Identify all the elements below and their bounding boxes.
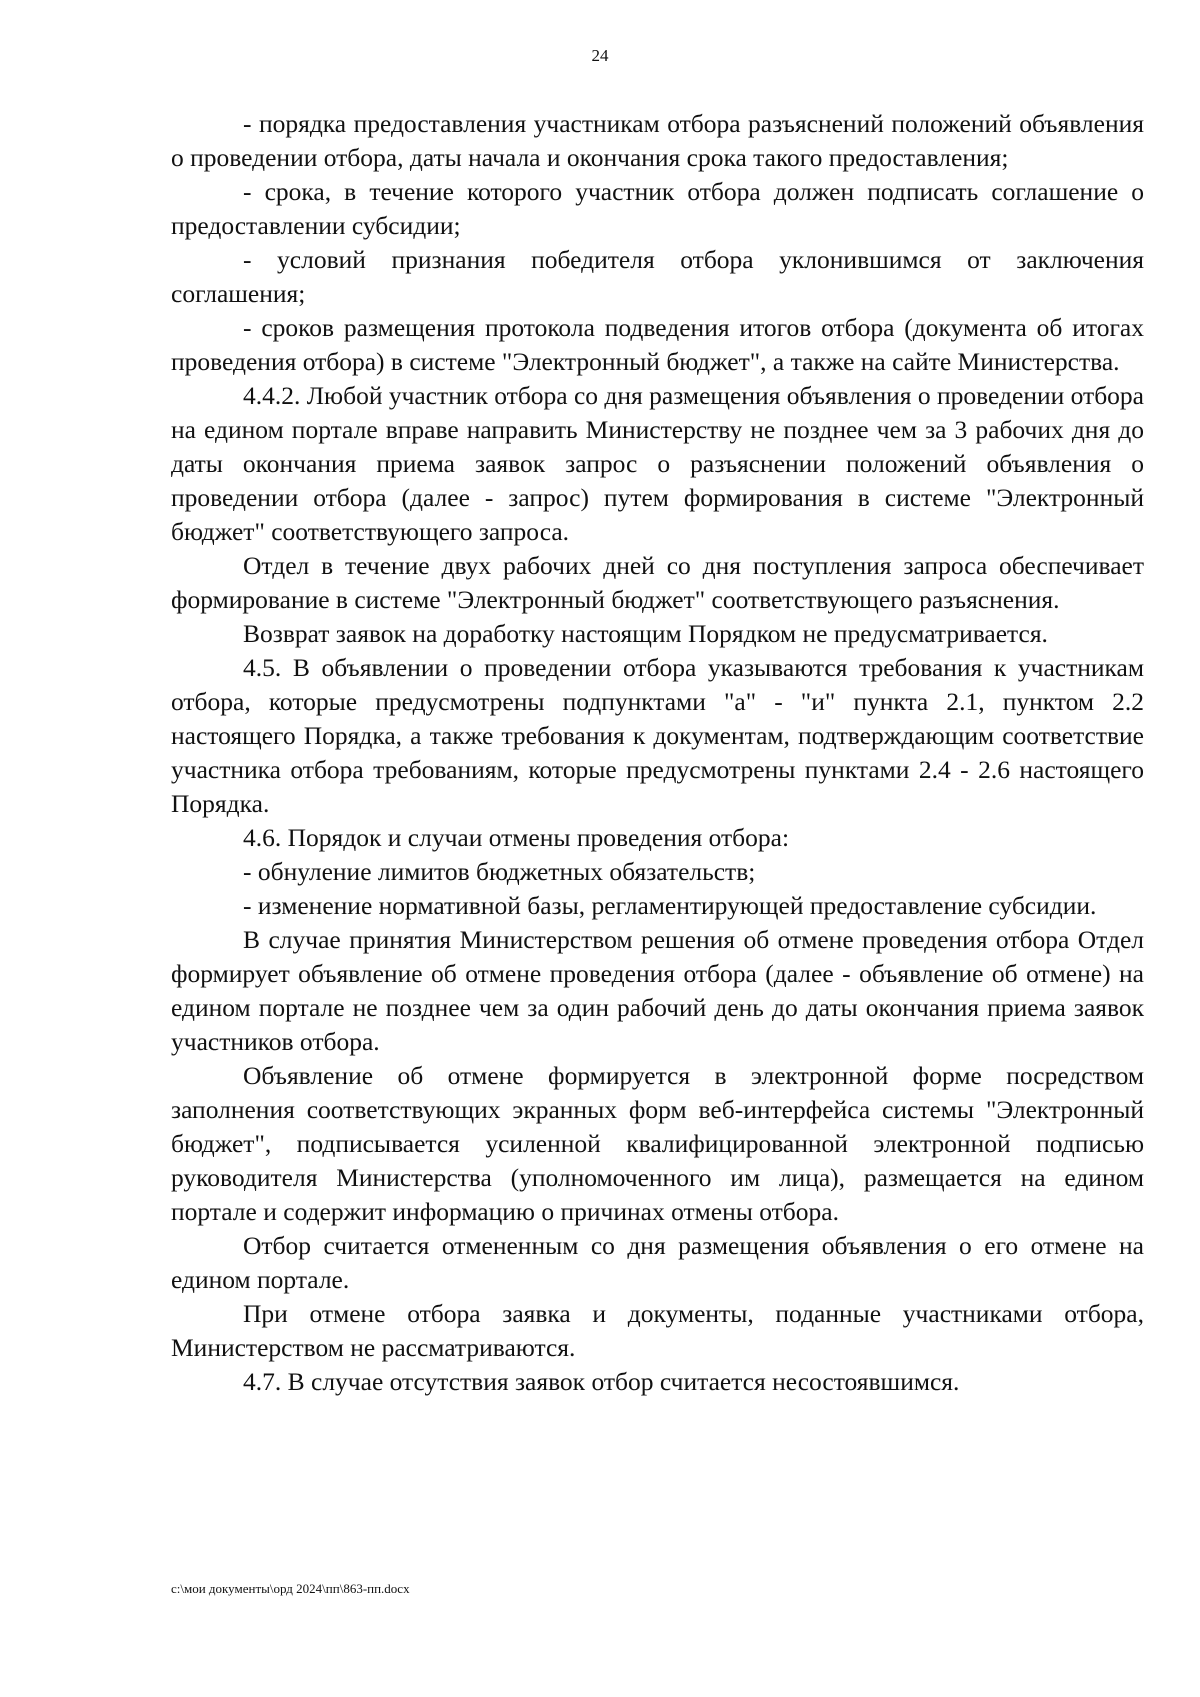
paragraph: - срока, в течение которого участник отбора должен подписать соглашение о предоставлении субсидии; xyxy=(171,177,1144,240)
paragraph: - обнуление лимитов бюджетных обязательств; xyxy=(243,857,756,886)
paragraph: Возврат заявок на доработку настоящим Порядком не предусматривается. xyxy=(243,619,1048,648)
paragraph: Отдел в течение двух рабочих дней со дня поступления запроса обеспечивает формирование в системе "Электронный бюджет" соответствующего разъяснения. xyxy=(171,551,1144,614)
paragraph: 4.5. В объявлении о проведении отбора указываются требования к участникам отбора, которые предусмотрены подпунктами "а" - "и" пункта 2.1, пунктом 2.2 настоящего Порядка, а также требования к документам, подтверждающим соответствие участника отбора требованиям, которые предусмотрены пунктами 2.4 - 2.6 настоящего Порядка. xyxy=(171,653,1144,818)
paragraph: 4.7. В случае отсутствия заявок отбор считается несостоявшимся. xyxy=(243,1367,960,1396)
paragraph: - условий признания победителя отбора уклонившимся от заключения соглашения; xyxy=(171,245,1144,308)
page-number: 24 xyxy=(591,46,609,65)
paragraph: Объявление об отмене формируется в электронной форме посредством заполнения соответствующих экранных форм веб-интерфейса системы "Электронный бюджет", подписывается усиленной квалифицированной электронной подписью руководителя Министерства (уполномоченного им лица), размещается на едином портале и содержит информацию о причинах отмены отбора. xyxy=(171,1061,1144,1226)
paragraph: - порядка предоставления участникам отбора разъяснений положений объявления о проведении отбора, даты начала и окончания срока такого предоставления; xyxy=(171,109,1144,172)
document-body xyxy=(171,107,1144,1399)
paragraph: 4.6. Порядок и случаи отмены проведения отбора: xyxy=(243,823,790,852)
footer-file-path: c:\мои документы\орд 2024\пп\863-пп.docx xyxy=(171,1581,410,1596)
paragraph: - изменение нормативной базы, регламентирующей предоставление субсидии. xyxy=(243,891,1097,920)
paragraph: В случае принятия Министерством решения об отмене проведения отбора Отдел формирует объявление об отмене проведения отбора (далее - объявление об отмене) на едином портале не позднее чем за один рабочий день до даты окончания приема заявок участников отбора. xyxy=(171,925,1144,1056)
paragraph: При отмене отбора заявка и документы, поданные участниками отбора, Министерством не рассматриваются. xyxy=(171,1299,1144,1362)
paragraph: - сроков размещения протокола подведения итогов отбора (документа об итогах проведения отбора) в системе "Электронный бюджет", а также на сайте Министерства. xyxy=(171,313,1144,376)
paragraph: 4.4.2. Любой участник отбора со дня размещения объявления о проведении отбора на едином портале вправе направить Министерству не позднее чем за 3 рабочих дня до даты окончания приема заявок запрос о разъяснении положений объявления о проведении отбора (далее - запрос) путем формирования в системе "Электронный бюджет" соответствующего запроса. xyxy=(171,381,1144,546)
paragraph: Отбор считается отмененным со дня размещения объявления о его отмене на едином портале. xyxy=(171,1231,1144,1294)
